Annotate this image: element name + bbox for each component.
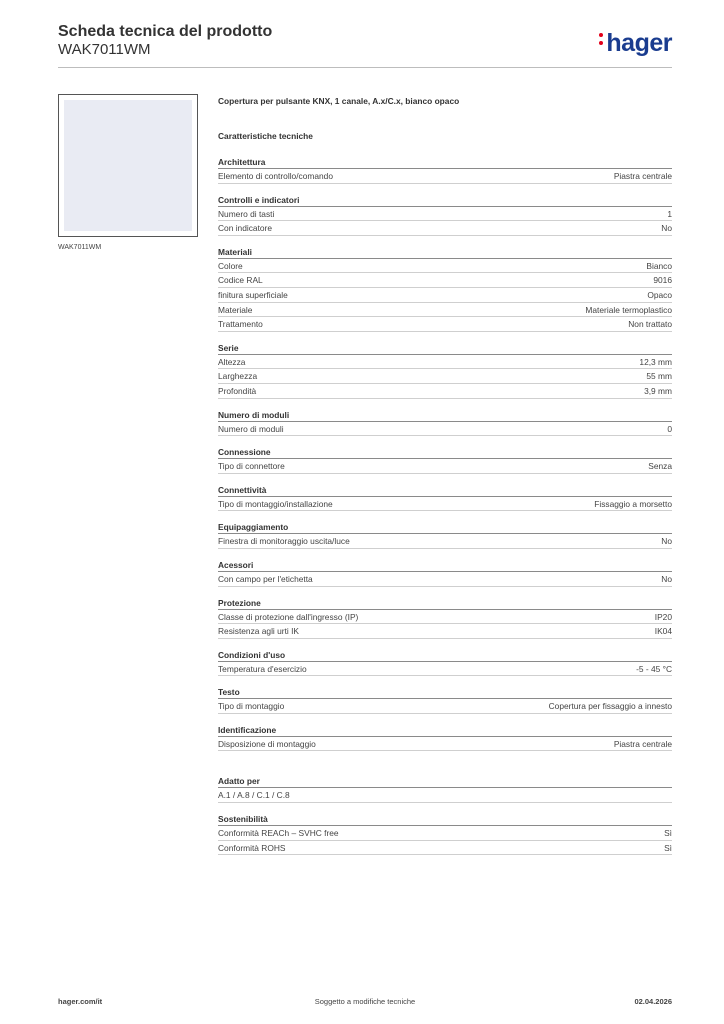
spec-label: Tipo di montaggio [218, 701, 285, 712]
spec-label: Trattamento [218, 319, 263, 330]
spec-group-title: Numero di moduli [218, 409, 672, 422]
footer-date: 02.04.2026 [634, 997, 672, 1006]
product-plate-image [64, 100, 192, 231]
spec-group-title: Equipaggiamento [218, 521, 672, 534]
spec-label: Larghezza [218, 371, 258, 382]
spec-group [218, 559, 672, 587]
spec-label: Conformità REACh – SVHC free [218, 828, 339, 839]
spec-group [218, 686, 672, 714]
spec-group-title: Acessori [218, 559, 672, 572]
spec-group [218, 813, 672, 855]
footer-note: Soggetto a modifiche tecniche [314, 997, 416, 1006]
spec-label: Resistenza agli urti IK [218, 626, 299, 637]
spec-label: Profondità [218, 385, 257, 396]
spec-group [218, 446, 672, 474]
spec-group-title: Materiali [218, 246, 672, 259]
spec-row [218, 355, 672, 370]
spec-row [218, 273, 672, 288]
spec-group-title: Controlli e indicatori [218, 194, 672, 207]
spec-group [218, 484, 672, 512]
spec-row [218, 288, 672, 303]
logo-text: hager [606, 29, 672, 57]
spec-groups [218, 156, 672, 855]
spec-row [218, 788, 672, 803]
spec-value: IK04 [654, 626, 672, 637]
spec-group [218, 521, 672, 549]
spec-row [218, 826, 672, 841]
product-code: WAK7011WM [58, 41, 151, 58]
spec-label: Materiale [218, 304, 253, 315]
spec-row [218, 497, 672, 512]
spec-group [218, 194, 672, 236]
spec-value: Materiale termoplastico [585, 304, 672, 315]
spec-group [218, 775, 672, 803]
spec-group-title: Condizioni d'uso [218, 649, 672, 662]
spec-value: Fissaggio a morsetto [594, 498, 672, 509]
spec-value: No [661, 573, 672, 584]
spec-group-title: Connessione [218, 446, 672, 459]
spec-label: Altezza [218, 356, 246, 367]
spec-value: 0 [667, 423, 672, 434]
spec-group [218, 156, 672, 184]
spec-row [218, 259, 672, 274]
spec-row [218, 737, 672, 752]
spec-label: Con campo per l'etichetta [218, 573, 313, 584]
spec-value: 1 [667, 208, 672, 219]
hager-logo [599, 30, 672, 56]
spec-label: Tipo di connettore [218, 461, 285, 472]
spec-label: Colore [218, 260, 243, 271]
spec-row [218, 317, 672, 332]
spec-heading: Caratteristiche tecniche [218, 131, 313, 141]
spec-row [218, 384, 672, 399]
spec-label: Classe di protezione dall'ingresso (IP) [218, 611, 359, 622]
spec-label: Disposizione di montaggio [218, 738, 316, 749]
spec-group-title: Testo [218, 686, 672, 699]
spec-group [218, 649, 672, 677]
spec-value: 9016 [653, 275, 672, 286]
spec-row [218, 422, 672, 437]
spec-value: IP20 [654, 611, 672, 622]
page-header [58, 22, 672, 66]
spec-label: Finestra di monitoraggio uscita/luce [218, 536, 350, 547]
spec-row [218, 459, 672, 474]
spec-group [218, 342, 672, 399]
spec-value: Piastra centrale [613, 738, 672, 749]
spec-group-title: Architettura [218, 156, 672, 169]
spec-group-title: Adatto per [218, 775, 672, 788]
spec-row [218, 303, 672, 318]
product-description: Copertura per pulsante KNX, 1 canale, A.x/C.x, bianco opaco [218, 96, 460, 106]
spec-group-title: Identificazione [218, 724, 672, 737]
spec-group [218, 409, 672, 437]
spec-label: Conformità ROHS [218, 842, 286, 853]
spec-value: Non trattato [628, 319, 672, 330]
spec-row [218, 221, 672, 236]
footer-website-link[interactable]: hager.com/it [58, 997, 103, 1006]
spec-value: 12,3 mm [639, 356, 672, 367]
spec-value: No [661, 536, 672, 547]
spec-content [218, 96, 672, 855]
spec-value: Sì [664, 842, 672, 853]
page-title: Scheda tecnica del prodotto [58, 23, 273, 40]
spec-row [218, 207, 672, 222]
spec-row [218, 624, 672, 639]
spec-value: -5 - 45 °C [636, 663, 672, 674]
spec-group [218, 597, 672, 639]
spec-group-title: Protezione [218, 597, 672, 610]
product-image-caption: WAK7011WM [58, 244, 102, 251]
spec-value: 3,9 mm [644, 385, 672, 396]
spec-row [218, 572, 672, 587]
spec-label: Elemento di controllo/comando [218, 171, 333, 181]
spec-value: Opaco [647, 289, 672, 300]
spec-row [218, 534, 672, 549]
spec-row [218, 699, 672, 714]
spec-label: finitura superficiale [218, 289, 288, 300]
spec-label: Temperatura d'esercizio [218, 663, 307, 674]
spec-group [218, 246, 672, 332]
spec-label: Tipo di montaggio/installazione [218, 498, 333, 509]
spec-row [218, 662, 672, 677]
spec-value: Copertura per fissaggio a innesto [548, 701, 672, 712]
spec-value: Senza [648, 461, 672, 472]
spec-value: Piastra centrale [613, 171, 672, 181]
spec-group-title: Connettività [218, 484, 672, 497]
spec-value: 55 mm [646, 371, 672, 382]
spec-label: Numero di tasti [218, 208, 275, 219]
spec-label: Codice RAL [218, 275, 263, 286]
product-image [58, 94, 198, 237]
spec-value: Bianco [646, 260, 672, 271]
spec-row [218, 169, 672, 184]
spec-label: Con indicatore [218, 223, 273, 234]
spec-row [218, 610, 672, 625]
spec-value: Sì [664, 828, 672, 839]
spec-group [218, 724, 672, 752]
header-divider [58, 67, 672, 68]
spec-value: No [661, 223, 672, 234]
spec-label: A.1 / A.8 / C.1 / C.8 [218, 790, 290, 801]
spec-row [218, 841, 672, 856]
spec-group-title: Serie [218, 342, 672, 355]
spec-group-title: Sostenibilità [218, 813, 672, 826]
spec-row [218, 369, 672, 384]
spec-label: Numero di moduli [218, 423, 284, 434]
